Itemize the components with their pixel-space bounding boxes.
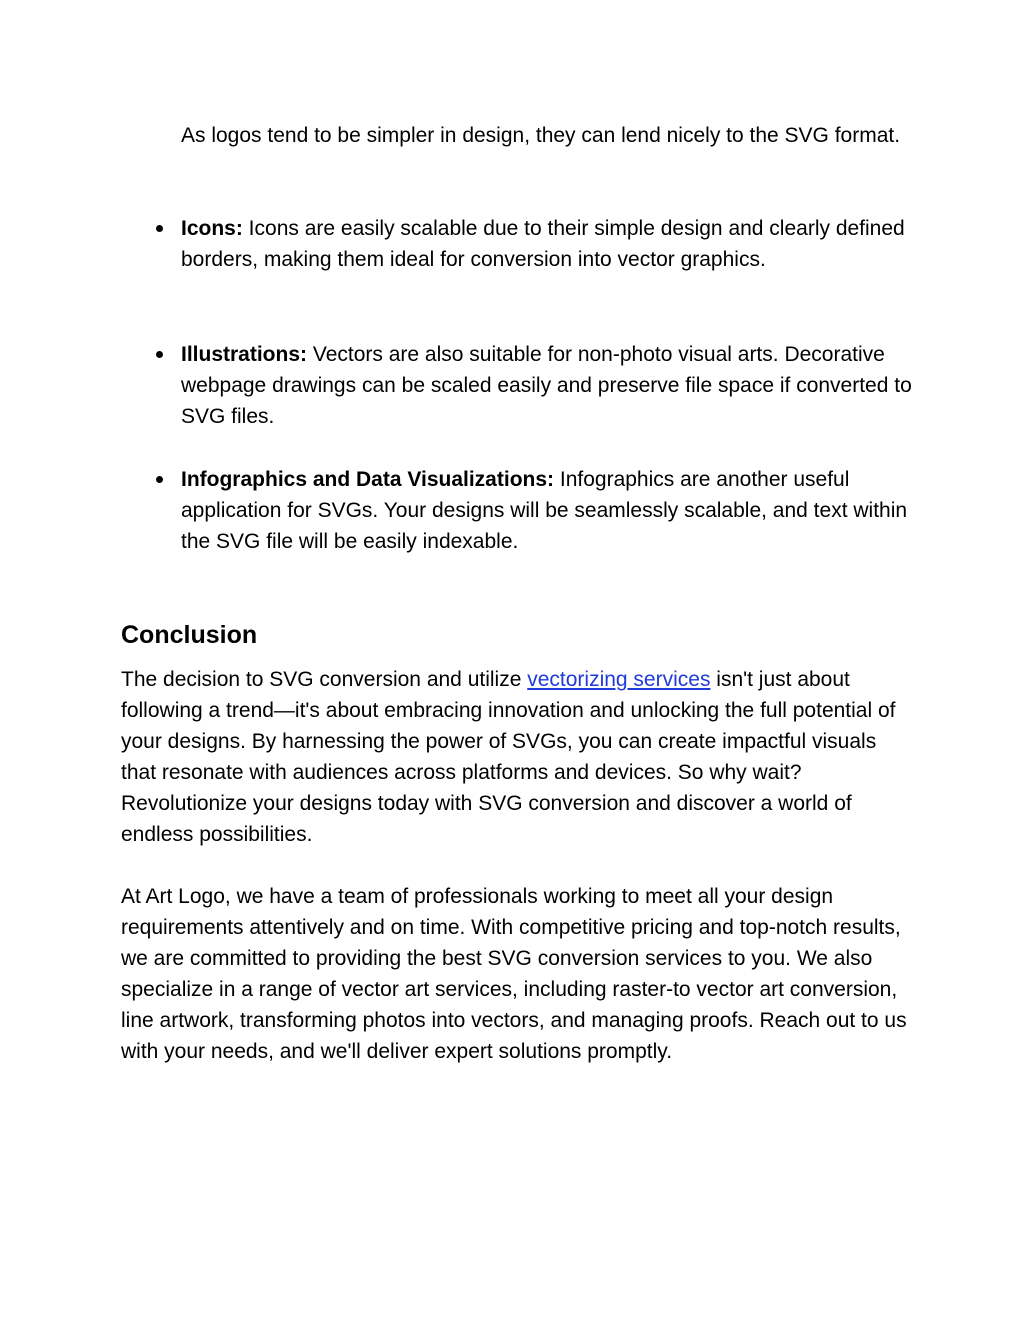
- list-item-text: Infographics are another useful application for SVGs. Your designs will be seamlessly scalable, and text within the SVG file will be easily indexable.: [181, 468, 908, 553]
- list-item-term: Infographics and Data Visualizations:: [181, 468, 555, 491]
- list-item-term: Illustrations:: [181, 343, 308, 366]
- bullet-icon: [156, 225, 163, 232]
- list-item-term: Icons:: [181, 217, 243, 240]
- list-item-icons: [181, 213, 931, 275]
- logos-continuation-text: As logos tend to be simpler in design, they can lend nicely to the SVG format.: [181, 124, 901, 147]
- bullet-icon: [156, 476, 163, 483]
- list-item-text: Vectors are also suitable for non-photo visual arts. Decorative webpage drawings can be scaled easily and preserve file space if converted to SVG files.: [181, 343, 912, 428]
- list-item-infographics: [181, 464, 931, 557]
- vectorizing-services-link[interactable]: vectorizing services: [527, 668, 711, 691]
- list-item-text: Icons are easily scalable due to their simple design and clearly defined borders, making them ideal for conversion into vector graphics.: [181, 217, 905, 271]
- conclusion-text-end: isn't just about following a trend—it's about embracing innovation and unlocking the full potential of your designs. By harnessing the power of SVGs, you can create impactful visuals that resonate with audiences across platforms and devices. So why wait? Revolutionize your designs today with SVG conversion and discover a world of endless possibilities.: [121, 668, 896, 846]
- list-item-illustrations: [181, 339, 931, 432]
- conclusion-text-start: The decision to SVG conversion and utilize: [121, 668, 528, 691]
- bullet-icon: [156, 351, 163, 358]
- section-heading-conclusion: Conclusion: [121, 621, 258, 649]
- conclusion-paragraph: [121, 664, 911, 850]
- art-logo-paragraph: At Art Logo, we have a team of professionals working to meet all your design requirements attentively and on time. With competitive pricing and top-notch results, we are committed to providing the best SVG conversion services to you. We also specialize in a range of vector art services, including raster-to vector art conversion, line artwork, transforming photos into vectors, and managing proofs. Reach out to us with your needs, and we'll deliver expert solutions promptly.: [121, 885, 907, 1063]
